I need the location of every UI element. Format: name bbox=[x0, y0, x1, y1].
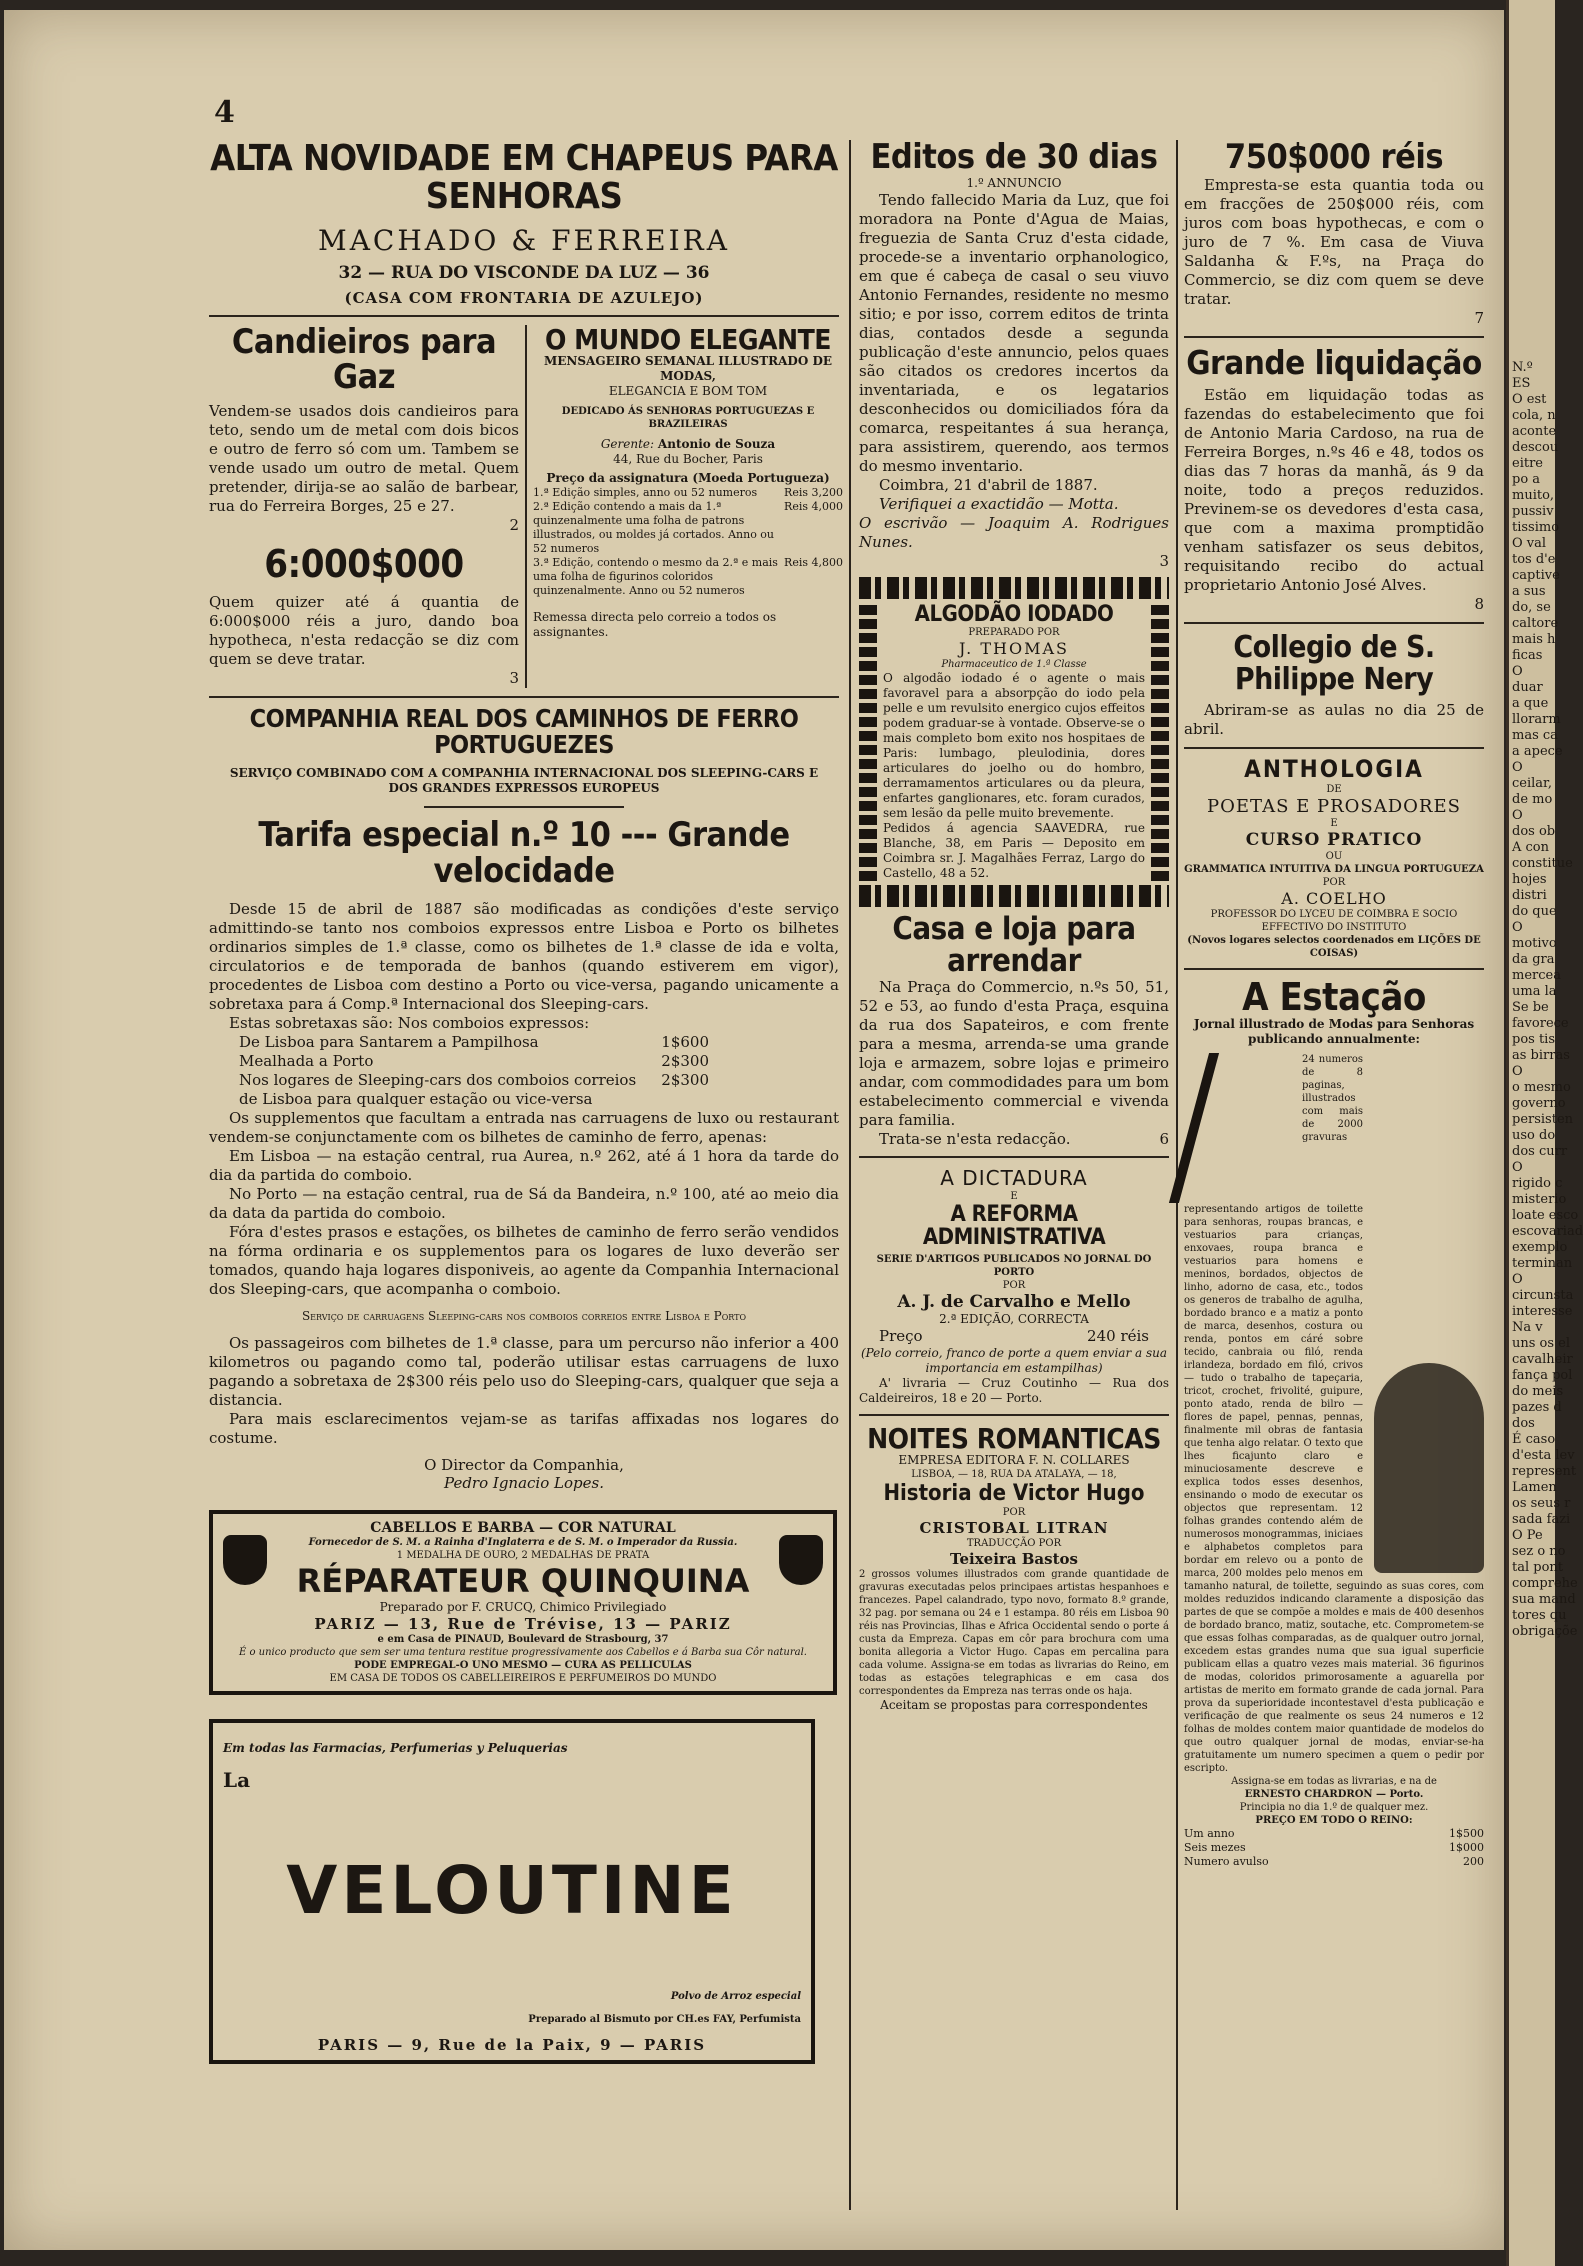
anthologia-e: E bbox=[1330, 817, 1338, 829]
dictadura-note: (Pelo correio, franco de porte a quem enviar a sua importancia em estampilhas) bbox=[860, 1346, 1168, 1376]
adjacent-page-text: obrigaçõe bbox=[1512, 1624, 1578, 1639]
algodao-maker: J. THOMAS bbox=[959, 638, 1069, 658]
estacao-assigna: Assigna-se em todas as livrarias, e na de bbox=[1231, 1776, 1437, 1788]
adjacent-page-text: a sus bbox=[1512, 584, 1546, 599]
adjacent-page-text: do, se bbox=[1512, 600, 1551, 615]
price-row bbox=[533, 486, 843, 500]
mundo-footer: Remessa directa pelo correio a todos os assignantes. bbox=[533, 609, 777, 639]
adjacent-page-text: tissimo bbox=[1512, 520, 1560, 535]
adjacent-page-text: Lamen bbox=[1512, 1480, 1557, 1495]
adjacent-page-edge bbox=[1506, 0, 1583, 2266]
anthologia-role: PROFESSOR DO LYCEU DE COIMBRA E SOCIO EFFECTIVO DO INSTITUTO bbox=[1210, 908, 1458, 933]
adjacent-page-text: do que bbox=[1512, 904, 1557, 919]
anthologia-por: POR bbox=[1322, 876, 1346, 888]
companhia-title: COMPANHIA REAL DOS CAMINHOS DE FERRO PORTUGUEZES bbox=[249, 703, 799, 760]
casa-info: Trata-se n'esta redacção. bbox=[879, 1129, 1071, 1148]
seis-contos-num: 3 bbox=[509, 668, 519, 687]
mundo-line3: DEDICADO ÁS SENHORAS PORTUGUEZAS E BRAZILEIRAS bbox=[561, 405, 815, 430]
adjacent-page-text: tores qu bbox=[1512, 1608, 1567, 1623]
adjacent-page-text: d'esta lev bbox=[1512, 1448, 1575, 1463]
noites-title: NOITES ROMANTICAS bbox=[867, 1422, 1161, 1456]
adjacent-page-text: rigido c bbox=[1512, 1176, 1563, 1191]
column-2 bbox=[859, 137, 1169, 1713]
tarifa-p9: Para mais esclarecimentos vejam-se as tarifas affixadas nos logares do costume. bbox=[209, 1409, 839, 1447]
anthologia-curso: CURSO PRATICO bbox=[1245, 829, 1423, 850]
collegio-text: Abriram-se as aulas no dia 25 de abril. bbox=[1184, 701, 1484, 739]
ornament-border bbox=[859, 885, 1169, 907]
adjacent-page-text: interesse bbox=[1512, 1304, 1573, 1319]
mundo-manager: Antonio de Souza bbox=[657, 436, 776, 451]
price-value: 1$000 bbox=[1449, 1841, 1484, 1855]
divider bbox=[1184, 622, 1484, 624]
adjacent-page-text: uma la bbox=[1512, 984, 1557, 999]
adjacent-page-text: tos d'e bbox=[1512, 552, 1556, 567]
dictadura-por: POR bbox=[1002, 1280, 1026, 1292]
noites-footer: Aceitam se propostas para correspondentes bbox=[880, 1698, 1148, 1713]
letter-a-logo-icon bbox=[1169, 1053, 1309, 1203]
reis-title: 750$000 réis bbox=[1224, 137, 1444, 177]
dictadura-edition: 2.ª EDIÇÃO, CORRECTA bbox=[939, 1312, 1089, 1327]
adjacent-page-text: Na v bbox=[1512, 1320, 1543, 1335]
ornament-border bbox=[859, 603, 877, 881]
adjacent-page-text: O bbox=[1512, 1272, 1523, 1287]
algodao-prep: PREPARADO POR bbox=[968, 626, 1060, 638]
adjacent-page-text: comprehe bbox=[1512, 1576, 1578, 1591]
price-label: Um anno bbox=[1184, 1827, 1235, 1841]
adjacent-page-text: O bbox=[1512, 1064, 1523, 1079]
reparateur-note: É o unico producto que sem ser uma tentura restitue progressivamente aos Cabellos e á Barba sua Côr natural. bbox=[239, 1646, 807, 1658]
liquidacao-text: Estão em liquidação todas as fazendas do estabelecimento que foi de Antonio Maria Cardoso, na rua de Ferreira Borges, n.ºs 46 e 48, todos os dias das 7 horas da manhã, ás 9 da noite, todo a preços reduzidos. Previnem-se os devedores d'esta casa, que com a maxima promptidão venham satisfazer os seus debitos, requisitando recibo do actual proprietario Antonio José Alves. bbox=[1184, 386, 1484, 595]
anthologia-title: ANTHOLOGIA bbox=[1244, 755, 1424, 784]
price-label: De Lisboa para Santarem a Pampilhosa bbox=[239, 1032, 539, 1051]
veloutine-title: VELOUTINE bbox=[286, 1851, 738, 1929]
price-value: Reis 4,800 bbox=[784, 555, 843, 569]
anthologia-sub: POETAS E PROSADORES bbox=[1207, 795, 1461, 817]
anthologia-author: A. COELHO bbox=[1281, 888, 1387, 908]
adjacent-page-text: pos tis bbox=[1512, 1032, 1556, 1047]
reparateur-line2: Fornecedor de S. M. a Rainha d'Inglaterra e de S. M. o Imperador da Russia. bbox=[308, 1536, 738, 1548]
price-row bbox=[1184, 1855, 1484, 1869]
editos-num: 3 bbox=[1159, 551, 1169, 570]
adjacent-page-text: a apece bbox=[1512, 744, 1563, 759]
price-value: Reis 4,000 bbox=[784, 499, 843, 513]
adjacent-page-text: É caso bbox=[1512, 1432, 1556, 1447]
algodao-role: Pharmaceutico de 1.ª Classe bbox=[941, 658, 1087, 670]
noites-por: POR bbox=[1002, 1507, 1026, 1519]
adjacent-page-text: loate esco bbox=[1512, 1208, 1579, 1223]
estacao-prices bbox=[1184, 1827, 1484, 1869]
tarifa-title: Tarifa especial n.º 10 --- Grande velocidade bbox=[258, 815, 790, 892]
adjacent-page-text: de mo bbox=[1512, 792, 1553, 807]
adjacent-page-text: dos ob bbox=[1512, 824, 1556, 839]
adjacent-page-text: cola, n bbox=[1512, 408, 1556, 423]
page-number: 4 bbox=[214, 95, 235, 130]
adjacent-page-text: sez o no bbox=[1512, 1544, 1566, 1559]
price-row bbox=[239, 1071, 709, 1109]
adjacent-page-text: sua mand bbox=[1512, 1592, 1576, 1607]
estacao-start: Principia no dia 1.º de qualquer mez. bbox=[1239, 1802, 1429, 1814]
adjacent-page-text: O Pe bbox=[1512, 1528, 1543, 1543]
adjacent-page-text: da gra bbox=[1512, 952, 1555, 967]
candieiros-title: Candieiros para Gaz bbox=[231, 321, 497, 398]
noites-book: Historia de Victor Hugo bbox=[883, 1481, 1145, 1507]
reis-num: 7 bbox=[1474, 308, 1484, 327]
veloutine-tag: Polvo de Arroz especial bbox=[670, 1990, 801, 2002]
editos-verif: Verifiquei a exactidão — Motta. bbox=[879, 494, 1119, 513]
casa-num: 6 bbox=[1159, 1129, 1169, 1148]
mundo-address: 44, Rue du Bocher, Paris bbox=[613, 451, 763, 466]
price-row bbox=[533, 500, 843, 556]
adjacent-page-text: fança pol bbox=[1512, 1368, 1573, 1383]
estacao-text: 24 numeros de 8 paginas, illustrados com mais de 2000 gravuras representando artigos de toilette para senhoras, roupas brancas, e vestuarios para crianças, enxovaes, roupa branca e vestuarios para homens e meninos, bordados, objectos de linho, adorno de casa, etc., todos os generos de trabalho de agulha, bordado branco e a matiz a ponto de marca, desenhos, costura ou renda, pontos em cáré sobre tecido, canbraia ou filó, renda irlandeza, bordado em filó, crivos — tudo o trabalho de tapeçaria, tricot, crochet, frivolité, guipure, ponto atado, renda de bilro — flores de papel, pennas, pennas, finalmente mil obras de fantasia que tenha algo relatar. O texto que lhes ficajunto claro e minuciosamente descreve e explica todos esses desenhos, ensinando o modo de executar os objectos que representam. 12 folhas grandes contendo além de numerosos monogrammas, iniciaes e alphabetos completos para bordar em relevo ou a ponto de marca, 200 moldes pelo menos em tamanho natural, de toilette, seguindo as suas cores, com moldes reduzidos indicando claramente a disposição das partes de que se compõe a moldes e mais de 400 desenhos de bordado branco, matiz, soutache, etc. Comprometem-se que essas folhas comparadas, as de qualquer outro jornal, excedem estas grandes numa que sua igual superficie publicam ellas a quatro vezes mais material. 36 figurinos de modas, coloridos primorosamente a aguarella por artistas de merito em formato grande de cada jornal. Para prova da superioridade incontestavel d'esta publicação e verificação de que realmente os seus 24 numeros e 12 folhas de moldes contem maior quantidade de modelos do que outro qualquer jornal de modas, enviar-se-ha gratuitamente um numero specimen a quem o pedir por escripto. bbox=[1184, 1054, 1484, 1775]
price-label: 2.ª Edição contendo a mais da 1.ª quinzenalmente uma folha de patrons illustrados, ou moldes já cortados. Anno ou 52 numeros bbox=[533, 499, 775, 555]
adjacent-page-text: dos curr bbox=[1512, 1144, 1568, 1159]
divider bbox=[859, 1156, 1169, 1158]
divider bbox=[1184, 336, 1484, 338]
adjacent-page-text: do meis bbox=[1512, 1384, 1564, 1399]
algodao-agency: Pedidos á agencia SAAVEDRA, rue Blanche, 38, em Paris — Deposito em Coimbra sr. J. Magalhães Ferraz, Largo do Castello, 48 a 52. bbox=[883, 820, 1145, 880]
price-row bbox=[239, 1052, 709, 1071]
tarifa-body bbox=[209, 900, 839, 1492]
short-divider bbox=[424, 806, 624, 808]
anthologia-grammatica: GRAMMATICA INTUITIVA DA LINGUA PORTUGUEZA bbox=[1184, 863, 1484, 875]
veloutine-la: La bbox=[223, 1767, 251, 1792]
reparateur-maker: Preparado por F. CRUCQ, Chimico Privilegiado bbox=[379, 1599, 667, 1614]
dictadura-shop: A' livraria — Cruz Coutinho — Rua dos Caldeireiros, 18 e 20 — Porto. bbox=[859, 1376, 1169, 1406]
adjacent-page-text: descou bbox=[1512, 440, 1559, 455]
adjacent-page-text: constitue bbox=[1512, 856, 1573, 871]
dictadura-series: SERIE D'ARTIGOS PUBLICADOS NO JORNAL DO PORTO bbox=[876, 1254, 1152, 1279]
ornament-border bbox=[1151, 603, 1169, 881]
dictadura-title2: A REFORMA ADMINISTRATIVA bbox=[922, 1201, 1106, 1250]
left-subcolumn bbox=[209, 321, 519, 688]
estacao-sub: Jornal illustrado de Modas para Senhoras publicando annualmente: bbox=[1193, 1017, 1475, 1047]
two-column-block bbox=[209, 321, 843, 688]
tarifa-p8: Os passageiros com bilhetes de 1.ª classe, para um percurso não inferior a 400 kilometros ou pagando como tal, poderão utilisar estas carruagens de luxo pagando a sobretaxa de 2$300 réis pelo uso do Sleeping-cars, qualquer que seja a distancia. bbox=[209, 1333, 839, 1409]
price-label: 1.ª Edição simples, anno ou 52 numeros bbox=[533, 485, 758, 499]
estacao-logo bbox=[1184, 1053, 1294, 1203]
adjacent-page-text: favorece bbox=[1512, 1016, 1569, 1031]
price-value: 2$300 bbox=[661, 1070, 709, 1089]
subcolumn-rule bbox=[525, 325, 527, 688]
reparateur-address: PARIZ — 13, Rue de Trévise, 13 — PARIZ bbox=[314, 1614, 732, 1633]
adjacent-page-text: O bbox=[1512, 920, 1523, 935]
tarifa-p2: Estas sobretaxas são: Nos comboios expressos: bbox=[229, 1013, 590, 1032]
dictadura-price-label: Preço bbox=[879, 1327, 923, 1346]
adjacent-page-text: O est bbox=[1512, 392, 1547, 407]
reparateur-line3: 1 MEDALHA DE OURO, 2 MEDALHAS DE PRATA bbox=[396, 1549, 650, 1561]
adjacent-page-text: llorarm bbox=[1512, 712, 1561, 727]
companhia-subtitle: SERVIÇO COMBINADO COM A COMPANHIA INTERNACIONAL DOS SLEEPING-CARS E DOS GRANDES EXPRESSOS EUROPEUS bbox=[229, 766, 819, 796]
collegio-title: Collegio de S. Philippe Nery bbox=[1233, 630, 1435, 697]
divider bbox=[209, 315, 839, 317]
tarifa-p5: No Porto — na estação central, rua de Sá da Bandeira, n.º 100, até ao meio dia da data da partida do comboio. bbox=[209, 1184, 839, 1222]
adjacent-page-text: cavalheir bbox=[1512, 1352, 1573, 1367]
adjacent-page-text: circunsta bbox=[1512, 1288, 1574, 1303]
chapeus-address: 32 — RUA DO VISCONDE DA LUZ — 36 bbox=[338, 262, 710, 283]
veloutine-address: PARIS — 9, Rue de la Paix, 9 — PARIS bbox=[317, 2035, 707, 2054]
price-row bbox=[1184, 1827, 1484, 1841]
divider bbox=[1184, 968, 1484, 970]
casa-title: Casa e loja para arrendar bbox=[892, 910, 1136, 980]
adjacent-page-text: mais h bbox=[1512, 632, 1556, 647]
adjacent-page-text: muito, bbox=[1512, 488, 1555, 503]
price-label: Numero avulso bbox=[1184, 1855, 1269, 1869]
noites-trad: TRADUCÇÃO POR bbox=[966, 1538, 1062, 1550]
mundo-price-list bbox=[533, 486, 843, 598]
adjacent-page-text: ES bbox=[1512, 376, 1531, 391]
price-label: Seis mezes bbox=[1184, 1841, 1246, 1855]
adjacent-page-text: motivo bbox=[1512, 936, 1557, 951]
liquidacao-num: 8 bbox=[1474, 595, 1484, 614]
tarifa-p1: Desde 15 de abril de 1887 são modificadas as condições d'este serviço admittindo-se tanto nos comboios expressos entre Lisboa e Porto os bilhetes ordinarios simples de 1.ª classe, como os bilhetes de 1.ª classe de ida e volta, circulatorios e de temporada de banhos (quando estiverem em vigor), procedentes de Lisboa com destino a Porto ou vice-versa, pagando unicamente a sobretaxa para á Comp.ª Internacional dos Sleeping-cars. bbox=[209, 899, 839, 1013]
anthologia-ou: OU bbox=[1325, 850, 1343, 862]
crest-icon bbox=[779, 1535, 823, 1585]
adjacent-page-text: exemplo bbox=[1512, 1240, 1568, 1255]
adjacent-page-text: hojes bbox=[1512, 872, 1547, 887]
adjacent-page-text: pussiv bbox=[1512, 504, 1554, 519]
adjacent-page-text: N.º bbox=[1512, 360, 1533, 375]
veloutine-top: Em todas las Farmacias, Perfumerias y Peluquerias bbox=[223, 1740, 568, 1755]
price-value: 2$300 bbox=[661, 1051, 709, 1070]
mundo-line2: ELEGANCIA E BOM TOM bbox=[608, 383, 768, 398]
divider bbox=[209, 696, 839, 698]
reis-text: Empresta-se esta quantia toda ou em fracções de 250$000 réis, com juros com boas hypothecas, e com o juro de 7 %. Em casa de Viuva Saldanha & F.ºs, na Praça do Commercio, se diz com quem se deve tratar. bbox=[1184, 175, 1484, 308]
price-label: Nos logares de Sleeping-cars dos comboios correios de Lisboa para qualquer estação ou vice-versa bbox=[239, 1070, 637, 1108]
dictadura-price: 240 réis bbox=[1087, 1327, 1149, 1346]
chapeus-firm: MACHADO & FERREIRA bbox=[318, 223, 730, 257]
veloutine-maker: Preparado al Bismuto por CH.es FAY, Perfumista bbox=[528, 2013, 801, 2025]
editos-sub: 1.º ANNUNCIO bbox=[966, 175, 1062, 190]
price-row bbox=[239, 1033, 709, 1052]
adjacent-page-text: terminan bbox=[1512, 1256, 1573, 1271]
divider bbox=[859, 1414, 1169, 1416]
adjacent-page-text: A con bbox=[1512, 840, 1550, 855]
tarifa-sign1: O Director da Companhia, bbox=[424, 1455, 624, 1474]
anthologia-note: (Novos logares selectos coordenados em LIÇÕES DE COISAS) bbox=[1187, 934, 1481, 959]
editos-text: Tendo fallecido Maria da Luz, que foi moradora na Ponte d'Agua de Maias, freguezia de Santa Cruz d'esta cidade, procede-se a inventario orphanologico, em que é cabeça de casal o seu viuvo Antonio Fernandes, residente no mesmo sitio; e por isso, correm editos de trinta dias, contados desde a segunda publicação d'este annuncio, pelos quaes são citados os credores incertos da inventariada, e os legatarios desconhecidos ou domiciliados fóra da comarca, respeitantes á sua herança, para assistirem, querendo, aos termos do mesmo inventario. bbox=[859, 190, 1169, 475]
adjacent-page-text: persisten bbox=[1512, 1112, 1574, 1127]
adjacent-page-text: Se be bbox=[1512, 1000, 1549, 1015]
adjacent-page-text: distri bbox=[1512, 888, 1547, 903]
lady-figure-icon bbox=[1374, 1363, 1484, 1573]
column-1 bbox=[209, 138, 843, 2064]
crest-icon bbox=[223, 1535, 267, 1585]
adjacent-page-text: O bbox=[1512, 808, 1523, 823]
adjacent-page-text: caltore bbox=[1512, 616, 1559, 631]
adjacent-page-text: os seus r bbox=[1512, 1496, 1571, 1511]
tarifa-p7: Serviço de carruagens Sleeping-cars nos comboios correios entre Lisboa e Porto bbox=[301, 1308, 747, 1323]
column-3 bbox=[1184, 137, 1484, 1869]
fashion-illustration bbox=[1369, 1353, 1484, 1573]
adjacent-page-text: duar bbox=[1512, 680, 1543, 695]
estacao-agent: ERNESTO CHARDRON — Porto. bbox=[1244, 1789, 1424, 1801]
estacao-title: A Estação bbox=[1242, 974, 1426, 1019]
mundo-manager-label: Gerente: bbox=[600, 436, 655, 451]
price-value: 1$500 bbox=[1449, 1827, 1484, 1841]
seis-contos-text: Quem quizer até á quantia de 6:000$000 réis a juro, dando boa hypotheca, n'esta redacção se diz com quem se deve tratar. bbox=[209, 592, 519, 668]
mundo-price-title: Preço da assignatura (Moeda Portugueza) bbox=[546, 470, 830, 485]
reparateur-footer1: PODE EMPREGAL-O UNO MESMO — CURA AS PELLICULAS bbox=[354, 1659, 692, 1671]
price-row bbox=[533, 556, 843, 598]
adjacent-page-text: represent bbox=[1512, 1464, 1577, 1479]
price-value: Reis 3,200 bbox=[784, 485, 843, 499]
adjacent-page-text: a que bbox=[1512, 696, 1549, 711]
chapeus-note: (CASA COM FRONTARIA DE AZULEJO) bbox=[344, 288, 704, 307]
dictadura-e: E bbox=[1010, 1190, 1018, 1202]
adjacent-page-text: mas ca bbox=[1512, 728, 1558, 743]
adjacent-page-text: O bbox=[1512, 1160, 1523, 1175]
adjacent-page-text: captive bbox=[1512, 568, 1560, 583]
adjacent-page-text: ficas bbox=[1512, 648, 1543, 663]
price-value: 1$600 bbox=[661, 1032, 709, 1051]
price-label: 3.ª Edição, contendo o mesmo da 2.ª e mais uma folha de figurinos coloridos quinzenalmente. Anno ou 52 numeros bbox=[533, 555, 778, 597]
tarifa-p6: Fóra d'estes prasos e estações, os bilhetes de caminho de ferro serão vendidos na fórma ordinaria e os supplementos para os logares de luxo deverão ser tomados, quando haja logares disponiveis, ao agente da Companhia Internacional dos Sleeping-cars, que acompanha o comboio. bbox=[209, 1222, 839, 1298]
noites-translator: Teixeira Bastos bbox=[950, 1550, 1078, 1569]
adjacent-page-text: mercea bbox=[1512, 968, 1561, 983]
dictadura-author: A. J. de Carvalho e Mello bbox=[897, 1292, 1131, 1313]
anthologia-de: DE bbox=[1326, 783, 1342, 795]
adjacent-page-text: o mesmo bbox=[1512, 1080, 1571, 1095]
adjacent-page-text: O bbox=[1512, 664, 1523, 679]
algodao-text: O algodão iodado é o agente o mais favoravel para a absorpção do iodo pela pelle e um revulsito energico cujos effeitos podem graduar-se à vontade. Observe-se o mais completo bom exito nos hospitaes de Paris: lumbago, pleulodinia, dores articulares do joelho ou do hombro, derramamentos articulares ou da pleura, enfartes ganglionares, etc. foram curados, sem lesão da pelle muito brevemente. bbox=[883, 670, 1145, 820]
price-row bbox=[1184, 1841, 1484, 1855]
chapeus-title: ALTA NOVIDADE EM CHAPEUS PARA SENHORAS bbox=[210, 138, 838, 217]
adjacent-page-text: eitre bbox=[1512, 456, 1543, 471]
adjacent-page-text: O val bbox=[1512, 536, 1547, 551]
tarifa-p4: Em Lisboa — na estação central, rua Aurea, n.º 262, até á 1 hora da tarde do dia da partida do comboio. bbox=[209, 1146, 839, 1184]
reparateur-footer2: EM CASA DE TODOS OS CABELLEIREIROS E PERFUMEIROS DO MUNDO bbox=[329, 1672, 717, 1684]
price-value: 200 bbox=[1463, 1855, 1484, 1869]
liquidacao-title: Grande liquidação bbox=[1186, 342, 1482, 382]
reparateur-ad bbox=[209, 1510, 837, 1695]
seis-contos-title: 6:000$000 bbox=[264, 541, 464, 586]
editos-date: Coimbra, 21 d'abril de 1887. bbox=[879, 475, 1098, 494]
chapeus-ad bbox=[209, 140, 839, 307]
noites-author: CRISTOBAL LITRAN bbox=[919, 1519, 1109, 1538]
reparateur-title: RÉPARATEUR QUINQUINA bbox=[296, 1561, 750, 1600]
adjacent-page-text: as birras bbox=[1512, 1048, 1570, 1063]
tarifa-sign2: Pedro Ignacio Lopes. bbox=[444, 1473, 604, 1492]
candieiros-num: 2 bbox=[509, 515, 519, 534]
editos-escrivao: O escrivão — Joaquim A. Rodrigues Nunes. bbox=[859, 513, 1169, 551]
tarifa-prices bbox=[209, 1033, 839, 1109]
newspaper-page bbox=[4, 10, 1504, 2250]
adjacent-page-text: escovariad bbox=[1512, 1224, 1583, 1239]
adjacent-page-text: misterio bbox=[1512, 1192, 1567, 1207]
column-rule-1 bbox=[849, 140, 851, 2210]
reparateur-depot: e em Casa de PINAUD, Boulevard de Strasbourg, 37 bbox=[377, 1633, 669, 1645]
algodao-title: ALGODÃO IODADO bbox=[914, 601, 1114, 627]
adjacent-page-text: sada fazi bbox=[1512, 1512, 1571, 1527]
divider bbox=[1184, 747, 1484, 749]
adjacent-page-text: po a bbox=[1512, 472, 1541, 487]
dictadura-title: A DICTADURA bbox=[940, 1165, 1088, 1190]
candieiros-text: Vendem-se usados dois candieiros para teto, sendo um de metal com dois bicos e outro de ferro só com um. Tambem se vende usado um outro de metal. Quem pretender, dirija-se ao salão de barbear, rua do Ferreira Borges, 25 e 27. bbox=[209, 401, 519, 515]
adjacent-page-text: aconte bbox=[1512, 424, 1557, 439]
algodao-ad bbox=[859, 577, 1169, 907]
adjacent-page-text: uso do bbox=[1512, 1128, 1556, 1143]
mundo-line1: MENSAGEIRO SEMANAL ILLUSTRADO DE MODAS, bbox=[543, 353, 833, 383]
adjacent-page-text: pazes d bbox=[1512, 1400, 1562, 1415]
ornament-border bbox=[859, 577, 1169, 599]
noites-address: LISBOA, — 18, RUA DA ATALAYA, — 18, bbox=[911, 1469, 1117, 1481]
reparateur-line1: CABELLOS E BARBA — COR NATURAL bbox=[370, 1519, 676, 1536]
adjacent-page-text: O bbox=[1512, 760, 1523, 775]
casa-text: Na Praça do Commercio, n.ºs 50, 51, 52 e 53, ao fundo d'esta Praça, esquina da rua dos Sapateiros, e com frente para a mesma, arrenda-se uma grande loja e armazem, sobre lojas e primeiro andar, com commodidades para um bom estabelecimento commercial e vivenda para familia. bbox=[859, 977, 1169, 1129]
adjacent-page-text: tal pont bbox=[1512, 1560, 1564, 1575]
editos-title: Editos de 30 dias bbox=[870, 137, 1158, 177]
adjacent-page-text: dos bbox=[1512, 1416, 1535, 1431]
estacao-price-title: PREÇO EM TODO O REINO: bbox=[1255, 1815, 1413, 1827]
veloutine-ad bbox=[209, 1719, 815, 2064]
price-label: Mealhada a Porto bbox=[239, 1051, 374, 1070]
adjacent-page-text: governo bbox=[1512, 1096, 1566, 1111]
noites-text: 2 grossos volumes illustrados com grande quantidade de gravuras executadas pelos principaes artistas hespanhoes e francezes. Papel calandrado, typo novo, formato 8.º grande, 32 pag. por semana ou 24 e 1 estampa. 80 réis em Lisboa 90 réis nas Provincias, Ilhas e Africa Occidental sendo o porte á custa da Empreza. Capas em côr para brochura com uma bonita allegoria a Victor Hugo. Capas em percalina para cada volume. Assigna-se em todas as livrarias do Reino, em todas as estações telegraphicas e em casa dos correspondentes da Empreza nas terras onde os haja. bbox=[859, 1569, 1169, 1698]
mundo-title: O MUNDO ELEGANTE bbox=[545, 322, 831, 356]
adjacent-page-text: uns os el bbox=[1512, 1336, 1571, 1351]
adjacent-page-text: ceilar, bbox=[1512, 776, 1552, 791]
tarifa-p3: Os supplementos que facultam a entrada nas carruagens de luxo ou restaurant vendem-se conjunctamente com os bilhetes de caminho de ferro, apenas: bbox=[209, 1108, 839, 1146]
mundo-elegante-ad bbox=[533, 322, 843, 688]
noites-publisher: EMPRESA EDITORA F. N. COLLARES bbox=[898, 1453, 1130, 1468]
